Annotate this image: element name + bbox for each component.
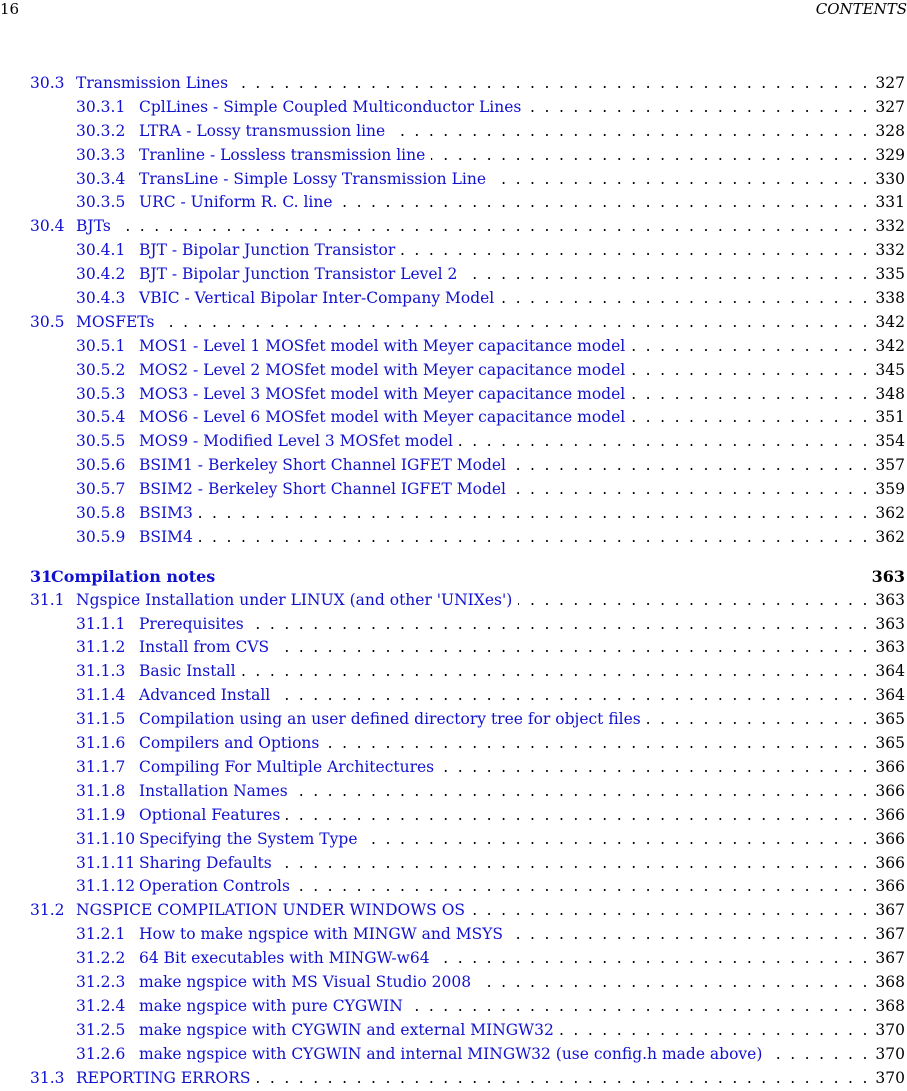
toc-entry[interactable]	[0, 287, 907, 311]
toc-entry-number[interactable]: 31.2.3	[76, 972, 126, 991]
toc-entry-title[interactable]: BSIM2 - Berkeley Short Channel IGFET Model	[139, 480, 507, 499]
toc-entry-page: 363	[875, 614, 905, 633]
dot-leader	[257, 1067, 868, 1091]
toc-entry-number[interactable]: 31.1.6	[76, 734, 126, 753]
dot-leader	[431, 144, 867, 168]
dot-leader	[440, 756, 867, 780]
toc-entry[interactable]	[0, 899, 907, 923]
dot-leader	[234, 72, 867, 96]
toc-entry-title[interactable]: BSIM3	[139, 504, 193, 523]
toc-entry-title[interactable]: Compilers and Options	[139, 734, 320, 753]
toc-entry-page: 366	[875, 805, 905, 824]
toc-entry-number[interactable]: 31.1.2	[76, 638, 126, 657]
toc-entry[interactable]	[0, 359, 907, 383]
toc-entry-page: 332	[875, 241, 905, 260]
toc-entry-title[interactable]: REPORTING ERRORS	[76, 1068, 251, 1087]
toc-entry-title[interactable]: BJTs	[76, 217, 111, 236]
toc-entry-page: 368	[875, 996, 905, 1015]
dot-leader	[471, 899, 867, 923]
dot-leader	[199, 502, 868, 526]
toc-entry-number[interactable]: 30.3.4	[76, 169, 126, 188]
toc-entry-title[interactable]: Ngspice Installation under LINUX (and other 'UNIXes')	[76, 590, 513, 609]
toc-entry[interactable]	[0, 383, 907, 407]
toc-entry[interactable]	[0, 406, 907, 430]
toc-entry[interactable]	[0, 804, 907, 828]
toc-entry-page: 366	[875, 877, 905, 896]
toc-entry-page: 327	[875, 97, 905, 116]
toc-entry[interactable]	[0, 732, 907, 756]
toc-entry-number[interactable]: 30.5.8	[76, 504, 126, 523]
toc-entry[interactable]	[0, 311, 907, 335]
toc-entry[interactable]	[0, 589, 907, 613]
dot-leader	[509, 923, 867, 947]
toc-entry-page: 370	[875, 1068, 905, 1087]
toc-entry-number[interactable]: 31.1.8	[76, 781, 126, 800]
toc-entry-page: 366	[875, 781, 905, 800]
toc-entry-title[interactable]: Prerequisites	[139, 614, 244, 633]
toc-entry[interactable]	[0, 565, 907, 589]
toc-entry-page: 328	[875, 121, 905, 140]
toc-entry-page: 365	[875, 734, 905, 753]
toc-entry[interactable]	[0, 72, 907, 96]
toc-entry-page: 366	[875, 829, 905, 848]
dot-leader	[325, 732, 867, 756]
toc-entry-number[interactable]: 31.2.2	[76, 949, 126, 968]
toc-entry-number[interactable]: 31.1.1	[76, 614, 126, 633]
toc-entry-page: 363	[875, 638, 905, 657]
toc-entry-title[interactable]: URC - Uniform R. C. line	[139, 193, 333, 212]
dot-leader	[294, 780, 868, 804]
toc-entry-number[interactable]: 31.1.9	[76, 805, 126, 824]
toc-entry[interactable]	[0, 852, 907, 876]
toc-entry-title[interactable]: TransLine - Simple Lossy Transmission Line	[139, 169, 486, 188]
toc-entry-title[interactable]: MOS1 - Level 1 MOSfet model with Meyer capacitance model	[139, 336, 626, 355]
toc-entry-title[interactable]: BSIM4	[139, 527, 193, 546]
toc-entry-title[interactable]: Tranline - Lossless transmission line	[139, 145, 426, 164]
toc-entry-title[interactable]: MOS3 - Level 3 MOSfet model with Meyer capacitance model	[139, 384, 626, 403]
toc-entry-number[interactable]: 31.2.5	[76, 1020, 126, 1039]
dot-leader	[117, 215, 868, 239]
toc-entry[interactable]	[0, 120, 907, 144]
toc-entry-page: 367	[875, 901, 905, 920]
toc-entry-number[interactable]: 31.2.1	[76, 925, 126, 944]
toc-entry-number[interactable]: 30.4	[30, 217, 65, 236]
toc-entry[interactable]	[0, 526, 907, 550]
toc-entry-title[interactable]: Operation Controls	[139, 877, 290, 896]
dot-leader	[401, 239, 867, 263]
toc-entry-number[interactable]: 30.5.3	[76, 384, 126, 403]
toc-entry[interactable]	[0, 971, 907, 995]
toc-entry-title[interactable]: CplLines - Simple Coupled Multiconductor Lines	[139, 97, 522, 116]
toc-entry-number[interactable]: 30.3.3	[76, 145, 126, 164]
toc-entry-number[interactable]: 31.2	[30, 901, 65, 920]
toc-entry-title[interactable]: MOSFETs	[76, 312, 155, 331]
toc-entry[interactable]	[0, 239, 907, 263]
dot-leader	[391, 120, 867, 144]
dot-leader	[463, 263, 867, 287]
toc-entry[interactable]	[0, 660, 907, 684]
toc-entry-title[interactable]: BSIM1 - Berkeley Short Channel IGFET Model	[139, 456, 507, 475]
toc-entry-number[interactable]: 30.5.4	[76, 408, 126, 427]
dot-leader	[339, 191, 868, 215]
toc-entry[interactable]	[0, 1043, 907, 1067]
toc-entry-page: 366	[875, 757, 905, 776]
dot-leader	[364, 828, 868, 852]
toc-entry-page: 338	[875, 289, 905, 308]
toc-entry-number[interactable]: 30.3.1	[76, 97, 126, 116]
toc-entry-number[interactable]: 30.5.6	[76, 456, 126, 475]
dot-leader	[409, 995, 868, 1019]
dot-leader	[631, 359, 867, 383]
toc-entry-page: 331	[875, 193, 905, 212]
dot-leader	[278, 852, 868, 876]
running-title: CONTENTS	[815, 0, 907, 18]
toc-entry-page: 342	[875, 312, 905, 331]
toc-entry-title[interactable]: Advanced Install	[139, 686, 271, 705]
toc-entry-page: 367	[875, 925, 905, 944]
toc-entry-title[interactable]: Transmission Lines	[76, 74, 229, 92]
toc-entry-page: 335	[875, 265, 905, 284]
toc-entry-title[interactable]: Install from CVS	[139, 638, 270, 657]
toc-entry-title[interactable]: BJT - Bipolar Junction Transistor	[139, 241, 396, 260]
toc-entry-page: 368	[875, 972, 905, 991]
toc-entry-title[interactable]: Compiling For Multiple Architectures	[139, 757, 435, 776]
dot-leader	[512, 478, 867, 502]
toc-entry-page: 357	[875, 456, 905, 475]
toc-entry[interactable]	[0, 430, 907, 454]
toc-entry-page: 363	[875, 590, 905, 609]
toc-entry-page: 348	[875, 384, 905, 403]
toc-entry-title[interactable]: make ngspice with pure CYGWIN	[139, 996, 403, 1015]
toc-entry[interactable]	[0, 828, 907, 852]
toc-entry-page: 329	[875, 145, 905, 164]
dot-leader	[500, 287, 867, 311]
dot-leader	[647, 708, 868, 732]
toc-entry[interactable]	[0, 1019, 907, 1043]
dot-leader	[276, 684, 867, 708]
toc-entry-number[interactable]: 30.3.2	[76, 121, 126, 140]
toc-entry[interactable]	[0, 96, 907, 120]
toc-entry-number[interactable]: 31	[30, 566, 53, 586]
toc-entry[interactable]	[0, 454, 907, 478]
dot-leader	[527, 96, 867, 120]
toc-entry-page: 364	[875, 686, 905, 705]
toc-entry-number[interactable]: 31.1.12	[76, 877, 136, 896]
toc-entry[interactable]	[0, 708, 907, 732]
toc-entry[interactable]	[0, 478, 907, 502]
toc-entry-number[interactable]: 30.3	[30, 74, 65, 92]
toc-entry[interactable]	[0, 168, 907, 192]
toc-entry[interactable]	[0, 756, 907, 780]
toc-entry-number[interactable]: 31.1.4	[76, 686, 126, 705]
toc-entry-number[interactable]: 30.4.3	[76, 289, 126, 308]
dot-leader	[631, 383, 867, 407]
toc-entry-number[interactable]: 30.5.1	[76, 336, 126, 355]
toc-entry-page: 332	[875, 217, 905, 236]
toc-entry-page: 370	[875, 1020, 905, 1039]
toc-entry-title[interactable]: MOS2 - Level 2 MOSfet model with Meyer capacitance model	[139, 360, 626, 379]
toc-entry-number[interactable]: 30.5	[30, 312, 65, 331]
dot-leader	[286, 804, 867, 828]
toc-entry-title[interactable]: 64 Bit executables with MINGW-w64	[139, 949, 430, 968]
toc-entry[interactable]	[0, 875, 907, 899]
toc-entry-number[interactable]: 30.5.2	[76, 360, 126, 379]
toc-entry-page: 370	[875, 1044, 905, 1063]
toc-entry-page: 345	[875, 360, 905, 379]
toc-entry-title[interactable]: Compilation notes	[51, 566, 216, 586]
dot-leader	[492, 168, 867, 192]
toc-entry-page: 367	[875, 949, 905, 968]
toc-entry[interactable]	[0, 215, 907, 239]
toc-entry[interactable]	[0, 613, 907, 637]
toc-entry[interactable]	[0, 144, 907, 168]
toc-entry-page: 362	[875, 504, 905, 523]
toc-entry-title[interactable]: make ngspice with CYGWIN and internal MINGW32 (use config.h made above)	[139, 1044, 763, 1063]
toc-entry-title[interactable]: MOS9 - Modified Level 3 MOSfet model	[139, 432, 454, 451]
dot-leader	[296, 875, 867, 899]
dot-leader	[199, 526, 868, 550]
toc-entry-title[interactable]: LTRA - Lossy transmussion line	[139, 121, 386, 140]
toc-entry[interactable]	[0, 191, 907, 215]
dot-leader	[631, 335, 867, 359]
toc-entry-title[interactable]: Installation Names	[139, 781, 288, 800]
toc-entry-number[interactable]: 31.1	[30, 590, 65, 609]
toc-entry[interactable]	[0, 502, 907, 526]
toc-entry-number[interactable]: 30.3.5	[76, 193, 126, 212]
toc-entry[interactable]	[0, 335, 907, 359]
toc-entry-number[interactable]: 31.2.6	[76, 1044, 126, 1063]
toc-entry[interactable]	[0, 1067, 907, 1091]
toc-entry-title[interactable]: How to make ngspice with MINGW and MSYS	[139, 925, 504, 944]
toc-entry-number[interactable]: 31.1.7	[76, 757, 126, 776]
dot-leader	[459, 430, 867, 454]
toc-entry[interactable]	[0, 636, 907, 660]
toc-entry-number[interactable]: 31.1.11	[76, 853, 136, 872]
toc-entry-title[interactable]: Specifying the System Type	[139, 829, 358, 848]
toc-entry-number[interactable]: 30.5.9	[76, 527, 126, 546]
dot-leader	[160, 311, 867, 335]
toc-entry[interactable]	[0, 923, 907, 947]
toc-entry-number[interactable]: 30.4.1	[76, 241, 126, 260]
toc-entry-page: 327	[875, 74, 905, 92]
toc-entry-title[interactable]: NGSPICE COMPILATION UNDER WINDOWS OS	[76, 901, 466, 920]
toc-entry-title[interactable]: Compilation using an user defined directory tree for object files	[139, 710, 641, 729]
toc-entry-title[interactable]: Optional Features	[139, 805, 281, 824]
dot-leader	[250, 613, 868, 637]
toc-entry-title[interactable]: Sharing Defaults	[139, 853, 272, 872]
dot-leader	[518, 589, 867, 613]
toc-entry-number[interactable]: 31.2.4	[76, 996, 126, 1015]
toc-entry-page: 354	[875, 432, 905, 451]
toc-entry-title[interactable]: MOS6 - Level 6 MOSfet model with Meyer capacitance model	[139, 408, 626, 427]
toc-entry-title[interactable]: make ngspice with CYGWIN and external MINGW32	[139, 1020, 554, 1039]
dot-leader	[512, 454, 867, 478]
toc-entry-page: 365	[875, 710, 905, 729]
toc-entry-page: 363	[871, 566, 905, 586]
dot-leader	[768, 1043, 867, 1067]
toc-entry-title[interactable]: Basic Install	[139, 662, 236, 681]
toc-entry-page: 364	[875, 662, 905, 681]
table-of-contents	[0, 72, 907, 1090]
dot-leader	[242, 660, 868, 684]
dot-leader	[477, 971, 867, 995]
page-number: 16	[0, 0, 20, 18]
toc-entry-page: 351	[875, 408, 905, 427]
dot-leader	[436, 947, 868, 971]
toc-entry[interactable]	[0, 684, 907, 708]
toc-entry-number[interactable]: 31.1.5	[76, 710, 126, 729]
toc-entry-number[interactable]: 30.5.5	[76, 432, 126, 451]
dot-leader	[275, 636, 867, 660]
dot-leader	[560, 1019, 868, 1043]
toc-entry-page: 362	[875, 527, 905, 546]
toc-entry[interactable]	[0, 947, 907, 971]
toc-entry[interactable]	[0, 263, 907, 287]
toc-entry-page: 342	[875, 336, 905, 355]
toc-entry-page: 359	[875, 480, 905, 499]
toc-entry-title[interactable]: make ngspice with MS Visual Studio 2008	[139, 972, 472, 991]
toc-entry-number[interactable]: 31.1.3	[76, 662, 126, 681]
toc-entry-number[interactable]: 30.5.7	[76, 480, 126, 499]
toc-entry-number[interactable]: 31.3	[30, 1068, 65, 1087]
toc-entry-title[interactable]: VBIC - Vertical Bipolar Inter-Company Model	[139, 289, 495, 308]
toc-entry-page: 366	[875, 853, 905, 872]
toc-entry-number[interactable]: 30.4.2	[76, 265, 126, 284]
toc-entry[interactable]	[0, 780, 907, 804]
toc-entry-title[interactable]: BJT - Bipolar Junction Transistor Level 2	[139, 265, 458, 284]
toc-entry-page: 330	[875, 169, 905, 188]
page-header	[0, 0, 907, 22]
toc-entry-number[interactable]: 31.1.10	[76, 829, 136, 848]
toc-entry[interactable]	[0, 995, 907, 1019]
dot-leader	[631, 406, 867, 430]
